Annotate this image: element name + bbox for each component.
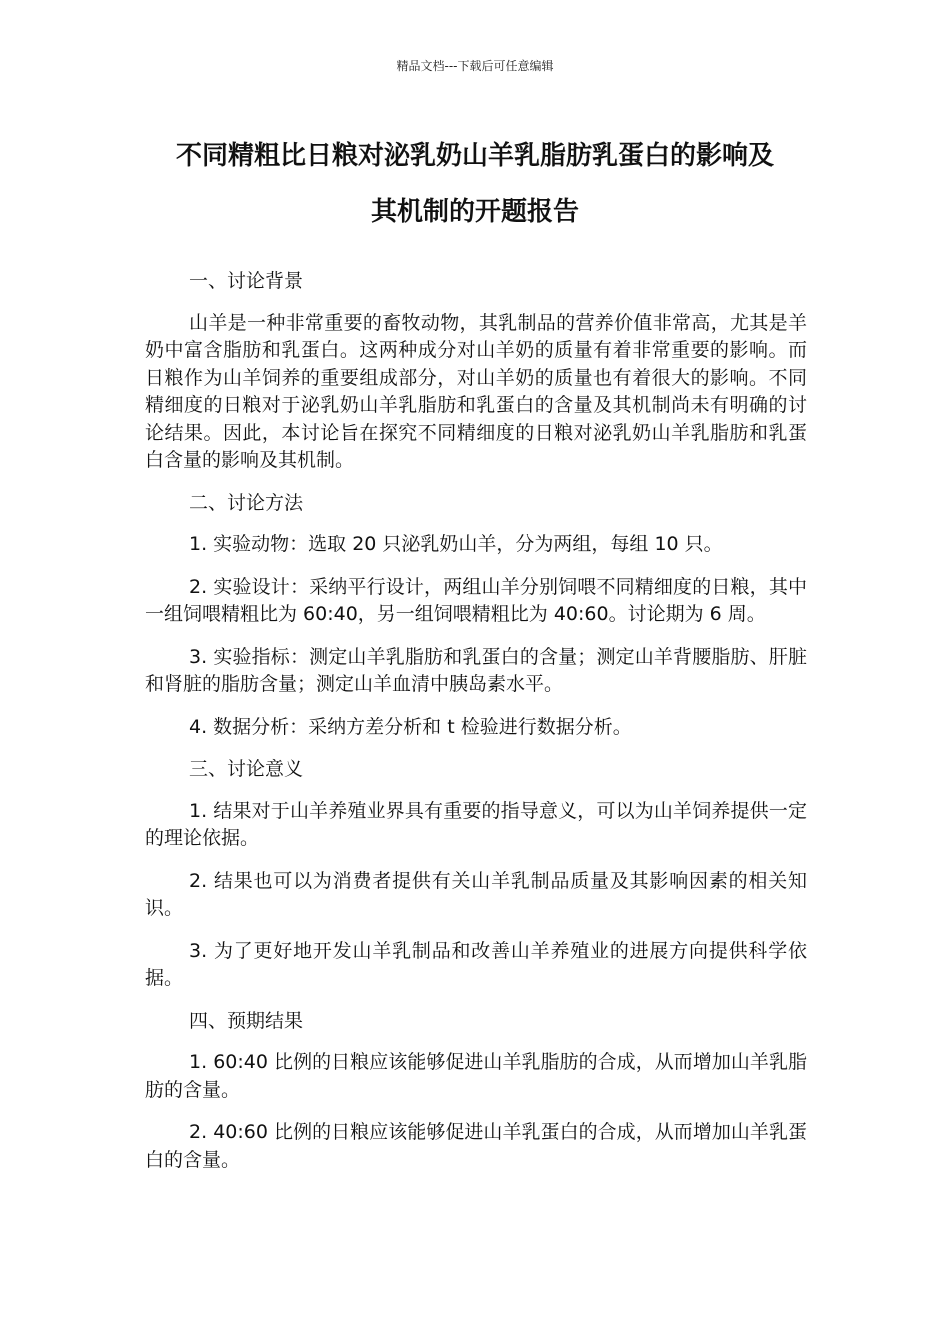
significance-item-2: 2. 结果也可以为消费者提供有关山羊乳制品质量及其影响因素的相关知识。 xyxy=(145,869,807,919)
background-paragraph: 山羊是一种非常重要的畜牧动物，其乳制品的营养价值非常高，尤其是羊奶中富含脂肪和乳蛋白。这两种成分对山羊奶的质量有着非常重要的影响。而日粮作为山羊饲养的重要组成部分，对山羊奶的质量也有着很大的影响。不同精细度的日粮对于泌乳奶山羊乳脂肪和乳蛋白的含量及其机制尚未有明确的讨论结果。因此，本讨论旨在探究不同精细度的日粮对泌乳奶山羊乳脂肪和乳蛋白含量的影响及其机制。 xyxy=(145,311,807,471)
document-title-line-1: 不同精粗比日粮对泌乳奶山羊乳脂肪乳蛋白的影响及 xyxy=(175,141,774,171)
section-heading-methods: 二、讨论方法 xyxy=(189,491,304,514)
document-title-line-2: 其机制的开题报告 xyxy=(370,197,579,227)
section-heading-expected-results: 四、预期结果 xyxy=(189,1009,304,1032)
significance-item-1: 1. 结果对于山羊养殖业界具有重要的指导意义，可以为山羊饲养提供一定的理论依据。 xyxy=(145,799,807,849)
page-header-note: 精品文档---下载后可任意编辑 xyxy=(396,59,554,73)
methods-item-analysis: 4. 数据分析：采纳方差分析和 t 检验进行数据分析。 xyxy=(189,715,632,738)
methods-item-animals: 1. 实验动物：选取 20 只泌乳奶山羊，分为两组，每组 10 只。 xyxy=(189,533,723,555)
significance-item-3: 3. 为了更好地开发山羊乳制品和改善山羊养殖业的进展方向提供科学依据。 xyxy=(145,939,807,989)
section-heading-background: 一、讨论背景 xyxy=(189,270,304,292)
section-heading-significance: 三、讨论意义 xyxy=(189,758,304,780)
expected-result-item-1: 1. 60:40 比例的日粮应该能够促进山羊乳脂肪的合成，从而增加山羊乳脂肪的含量。 xyxy=(145,1051,807,1101)
methods-item-design: 2. 实验设计：采纳平行设计，两组山羊分别饲喂不同精细度的日粮，其中一组饲喂精粗比为 60:40，另一组饲喂精粗比为 40:60。讨论期为 6 周。 xyxy=(145,575,807,625)
expected-result-item-2: 2. 40:60 比例的日粮应该能够促进山羊乳蛋白的合成，从而增加山羊乳蛋白的含量。 xyxy=(145,1121,807,1171)
document-body xyxy=(145,268,807,1189)
methods-item-indicators: 3. 实验指标：测定山羊乳脂肪和乳蛋白的含量；测定山羊背腰脂肪、肝脏和肾脏的脂肪含量；测定山羊血清中胰岛素水平。 xyxy=(145,645,807,695)
